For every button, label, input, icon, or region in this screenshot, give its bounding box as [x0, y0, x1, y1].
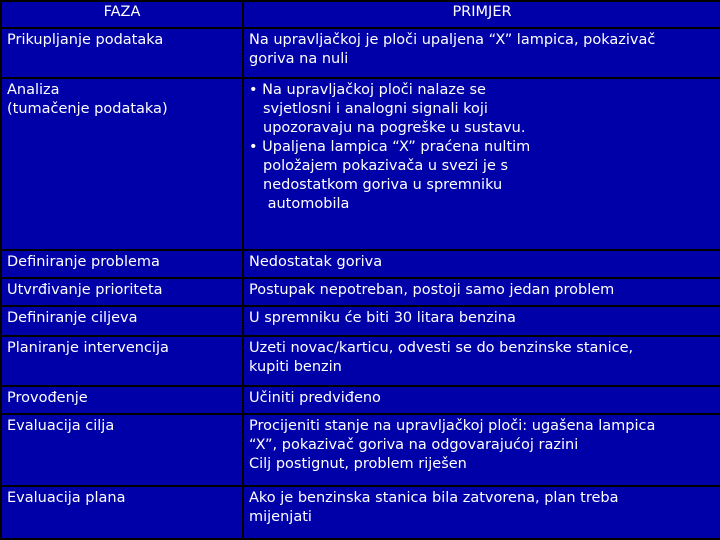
phase-cell: Planiranje intervencija [2, 337, 242, 385]
example-cell: Postupak nepotreban, postoji samo jedan problem [244, 279, 720, 305]
phase-cell: Definiranje ciljeva [2, 307, 242, 335]
example-line: Na upravljačkoj je ploči upaljena “X” lampica, pokazivač [249, 32, 656, 48]
bullet-item [249, 81, 715, 100]
table-row [2, 307, 720, 335]
phase-cell: Evaluacija plana [2, 487, 242, 538]
table-row [2, 387, 720, 413]
example-cell [244, 79, 720, 249]
table-row [2, 29, 720, 77]
example-cell [244, 415, 720, 485]
bullet-continuation: automobila [263, 196, 350, 212]
example-cell [244, 487, 720, 538]
bullet-continuation: svjetlosni i analogni signali koji [263, 101, 488, 117]
example-line: Uzeti novac/karticu, odvesti se do benzinske stanice, [249, 340, 634, 356]
table-row [2, 337, 720, 385]
table-row [2, 415, 720, 485]
phase-line: (tumačenje podataka) [7, 101, 168, 117]
header-phase: FAZA [2, 2, 242, 27]
phase-cell: Evaluacija cilja [2, 415, 242, 485]
bullet-continuation: položajem pokazivača u svezi je s [263, 158, 509, 174]
table-row [2, 487, 720, 538]
bullet-icon: • [249, 82, 258, 98]
bullet-continuation: nedostatkom goriva u spremniku [263, 177, 503, 193]
bullet-text: Upaljena lampica “X” praćena nultim [262, 139, 531, 155]
header-example: PRIMJER [244, 2, 720, 27]
example-cell: Učiniti predviđeno [244, 387, 720, 413]
example-cell [244, 29, 720, 77]
table-row [2, 279, 720, 305]
bullet-continuation: upozoravaju na pogreške u sustavu. [263, 120, 526, 136]
example-line: “X”, pokazivač goriva na odgovarajućoj razini [249, 437, 579, 453]
phase-cell [2, 79, 242, 249]
example-cell [244, 337, 720, 385]
table-row [2, 79, 720, 249]
bullet-icon: • [249, 139, 258, 155]
phase-cell: Prikupljanje podataka [2, 29, 242, 77]
example-line: mijenjati [249, 509, 312, 525]
bullet-item [249, 138, 715, 157]
example-line: Ako je benzinska stanica bila zatvorena, plan treba [249, 490, 619, 506]
example-line: Procijeniti stanje na upravljačkoj ploči: ugašena lampica [249, 418, 656, 434]
table-row [2, 251, 720, 277]
header-row [2, 2, 720, 27]
phase-cell: Utvrđivanje prioriteta [2, 279, 242, 305]
example-line: Cilj postignut, problem riješen [249, 456, 467, 472]
phase-cell: Definiranje problema [2, 251, 242, 277]
example-line: goriva na nuli [249, 51, 349, 67]
bullet-text: Na upravljačkoj ploči nalaze se [262, 82, 486, 98]
example-cell: Nedostatak goriva [244, 251, 720, 277]
phase-line: Analiza [7, 82, 60, 98]
example-line: kupiti benzin [249, 359, 342, 375]
example-cell: U spremniku će biti 30 litara benzina [244, 307, 720, 335]
phase-cell: Provođenje [2, 387, 242, 413]
